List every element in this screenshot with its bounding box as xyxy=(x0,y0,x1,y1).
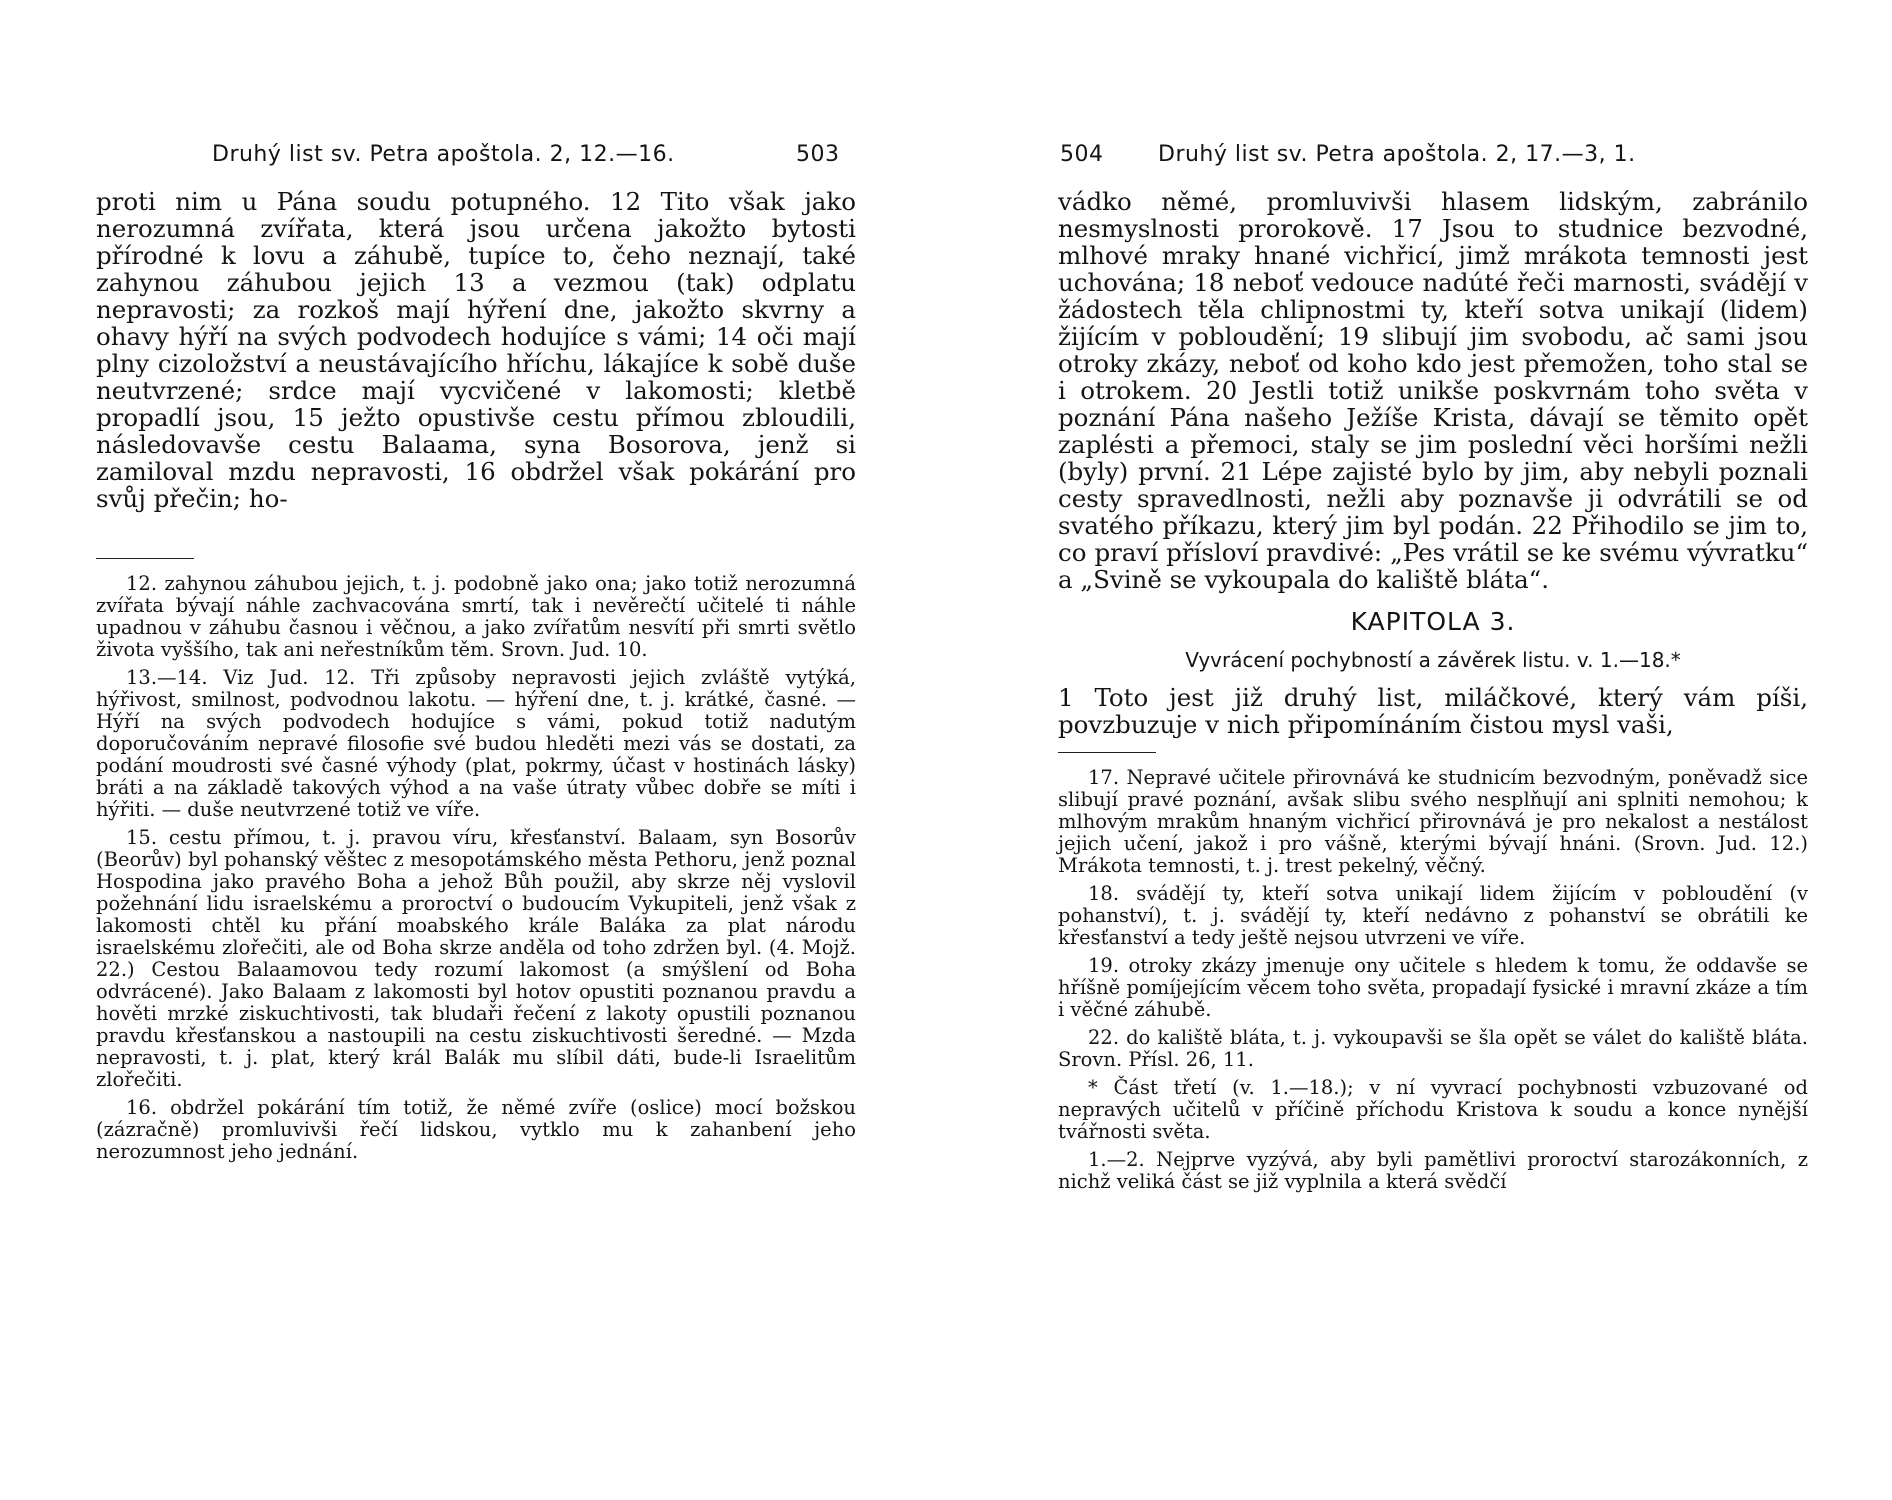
note: 1.—2. Nejprve vyzývá, aby byli pamětlivi proroctví starozákonních, z nichž veliká část se již vyplnila a která svědčí xyxy=(1058,1148,1808,1193)
note: * Část třetí (v. 1.—18.); v ní vyvrací pochybnosti vzbuzované od nepravých učitelů v příčině příchodu Kristova k soudu a konce nynější tvářnosti světa. xyxy=(1058,1076,1808,1143)
note: 19. otroky zkázy jmenuje ony učitele s hledem k tomu, že oddavše se hříšně pomíjejícím věcem toho světa, propadají fysické i mravní zkáze a tím i věčné záhubě. xyxy=(1058,954,1808,1021)
page-number: 503 xyxy=(796,142,840,167)
main-text: proti nim u Pána soudu potupného. 12 Tito však jako nerozumná zvířata, která jsou určena jakožto bytosti přírodné k lovu a záhubě, tupíce to, čeho neznají, také zahynou záhubou jejich 13 a vezmou (tak) odplatu nepravosti; za rozkoš mají hýření dne, jakožto skvrny a ohavy hýří na svých podvodech hodujíce s vámi; 14 oči mají plny cizoložství a neustávajícího hříchu, lákajíce k sobě duše neutvrzené; srdce mají vycvičené v lakomosti; kletbě propadlí jsou, 15 ježto opustivše cestu přímou zbloudili, následovavše cestu Balaama, syna Bosorova, jenž si zamiloval mzdu nepravosti, 16 obdržel však pokárání pro svůj přečin; ho- xyxy=(96,187,856,513)
note: 22. do kaliště bláta, t. j. vykoupavši se šla opět se válet do kaliště bláta. Srovn. Přísl. 26, 11. xyxy=(1058,1026,1808,1071)
running-head xyxy=(96,142,856,176)
commentary-notes xyxy=(1058,767,1808,1193)
main-text: vádko němé, promluvivši hlasem lidským, zabránilo nesmyslnosti prorokově. 17 Jsou to studnice bezvodné, mlhové mraky hnané vichřicí, jimž mrákota temnosti jest uchována; 18 neboť vedouce nadúté řeči marnosti, svádějí v žádostech těla chlipnostmi ty, kteří sotva unikají (lidem) žijícím v pobloudění; 19 slibují jim svobodu, ač sami jsou otroky zkázy, neboť od koho kdo jest přemožen, toho stal se i otrokem. 20 Jestli totiž unikše poskvrnám toho světa v poznání Pána našeho Ježíše Krista, dávají se těmito opět zaplésti a přemoci, staly se jim poslední věci horšími nežli (byly) první. 21 Lépe zajisté bylo by jim, aby nebyli poznali cesty spravedlnosti, nežli aby poznavše ji odvrátili se od svatého příkazu, který jim byl podán. 22 Přihodilo se jim to, co praví přísloví pravdivé: „Pes vrátil se ke svému vývratku“ a „Svině se vykoupala do kaliště bláta“. xyxy=(1058,187,1808,594)
note: 13.—14. Viz Jud. 12. Tři způsoby nepravosti jejich zvláště vytýká, hýřivost, smilnost, podvodnou lakotu. — hýření dne, t. j. krátké, časné. — Hýří na svých podvodech hodujíce s vámi, pokud totiž nadutým doporučováním nepravé filosofie své budou hleděti mezi vás se dostati, za podání moudrosti své časné výhody (plat, pokrmy, účast v hostinách lásky) bráti a na základě takových výhod a na vaše útraty vůbec dobře se míti i hýřiti. — duše neutvrzené totiž ve víře. xyxy=(96,666,856,821)
running-head-title: Druhý list sv. Petra apoštola. 2, 17.—3, 1. xyxy=(1158,142,1636,167)
chapter-text: 1 Toto jest již druhý list, miláčkové, který vám píši, povzbuzuje v nich připomínáním čistou mysl vaši, xyxy=(1058,683,1808,739)
running-head xyxy=(1040,142,1808,176)
note: 15. cestu přímou, t. j. pravou víru, křesťanství. Balaam, syn Bosorův (Beorův) byl pohanský věštec z mesopotámského města Pethoru, jenž poznal Hospodina jako pravého Boha a jehož Bůh použil, aby skrze něj vyslovil požehnání lidu israelskému a proroctví o budoucím Vykupiteli, jenž však z lakomosti chtěl ku přání moabského krále Baláka za plat národu israelskému zlořečiti, ale od Boha skrze anděla od toho zdržen byl. (4. Mojž. 22.) Cestou Balaamovou tedy rozumí lakomost (a smýšlení od Boha odvrácené). Jako Balaam z lakomosti byl hotov opustiti poznanou pravdu a hověti mrzké ziskuchtivosti, tak bludaři řečení z lakoty opustili poznanou pravdu křesťanskou a nastoupili na cestu ziskuchtivosti šeredné. — Mzda nepravosti, t. j. plat, který král Balák mu slíbil dáti, bude-li Israelitům zlořečiti. xyxy=(96,826,856,1091)
page-number: 504 xyxy=(1060,142,1104,167)
running-head-title: Druhý list sv. Petra apoštola. 2, 12.—16. xyxy=(212,142,675,167)
note: 12. zahynou záhubou jejich, t. j. podobně jako ona; jako totiž nerozumná zvířata bývají náhle zachvacována smrtí, tak i nevěrečtí učitelé ti náhle upadnou v záhubu časnou i věčnou, a jako zvířatům nesvítí při smrti světlo života vyššího, tak ani neřestníkům těm. Srovn. Jud. 10. xyxy=(96,572,856,661)
right-page xyxy=(1040,142,1808,1199)
note: 18. svádějí ty, kteří sotva unikají lidem žijícím v pobloudění (v pohanství), t. j. svádějí ty, kteří nedávno z pohanství se obrátili ke křesťanství a tedy ještě nejsou utvrzeni ve víře. xyxy=(1058,882,1808,949)
note: 17. Nepravé učitele přirovnává ke studnicím bezvodným, poněvadž sice slibují pravé poznání, avšak slibu svého nesplňují ani splniti nemohou; k mlhovým mrakům hnaným vichřicí přirovnává je pro nekalost a nestálost jejich učení, jakož i pro vášně, kterými bývají hnáni. (Srovn. Jud. 12.) Mrákota temnosti, t. j. trest pekelný, věčný. xyxy=(1058,766,1808,877)
footnote-divider xyxy=(1058,752,1156,753)
commentary-notes xyxy=(96,573,856,1163)
footnote-divider xyxy=(96,558,194,559)
chapter-summary: Vyvrácení pochybností a závěrek listu. v. 1.—18.* xyxy=(1185,648,1681,672)
chapter-heading: KAPITOLA 3. xyxy=(1350,607,1516,636)
note: 16. obdržel pokárání tím totiž, že němé zvíře (oslice) mocí božskou (zázračně) promluvivši řečí lidskou, vytklo mu k zahanbení jeho nerozumnost jeho jednání. xyxy=(96,1096,856,1163)
left-page xyxy=(96,142,856,1169)
